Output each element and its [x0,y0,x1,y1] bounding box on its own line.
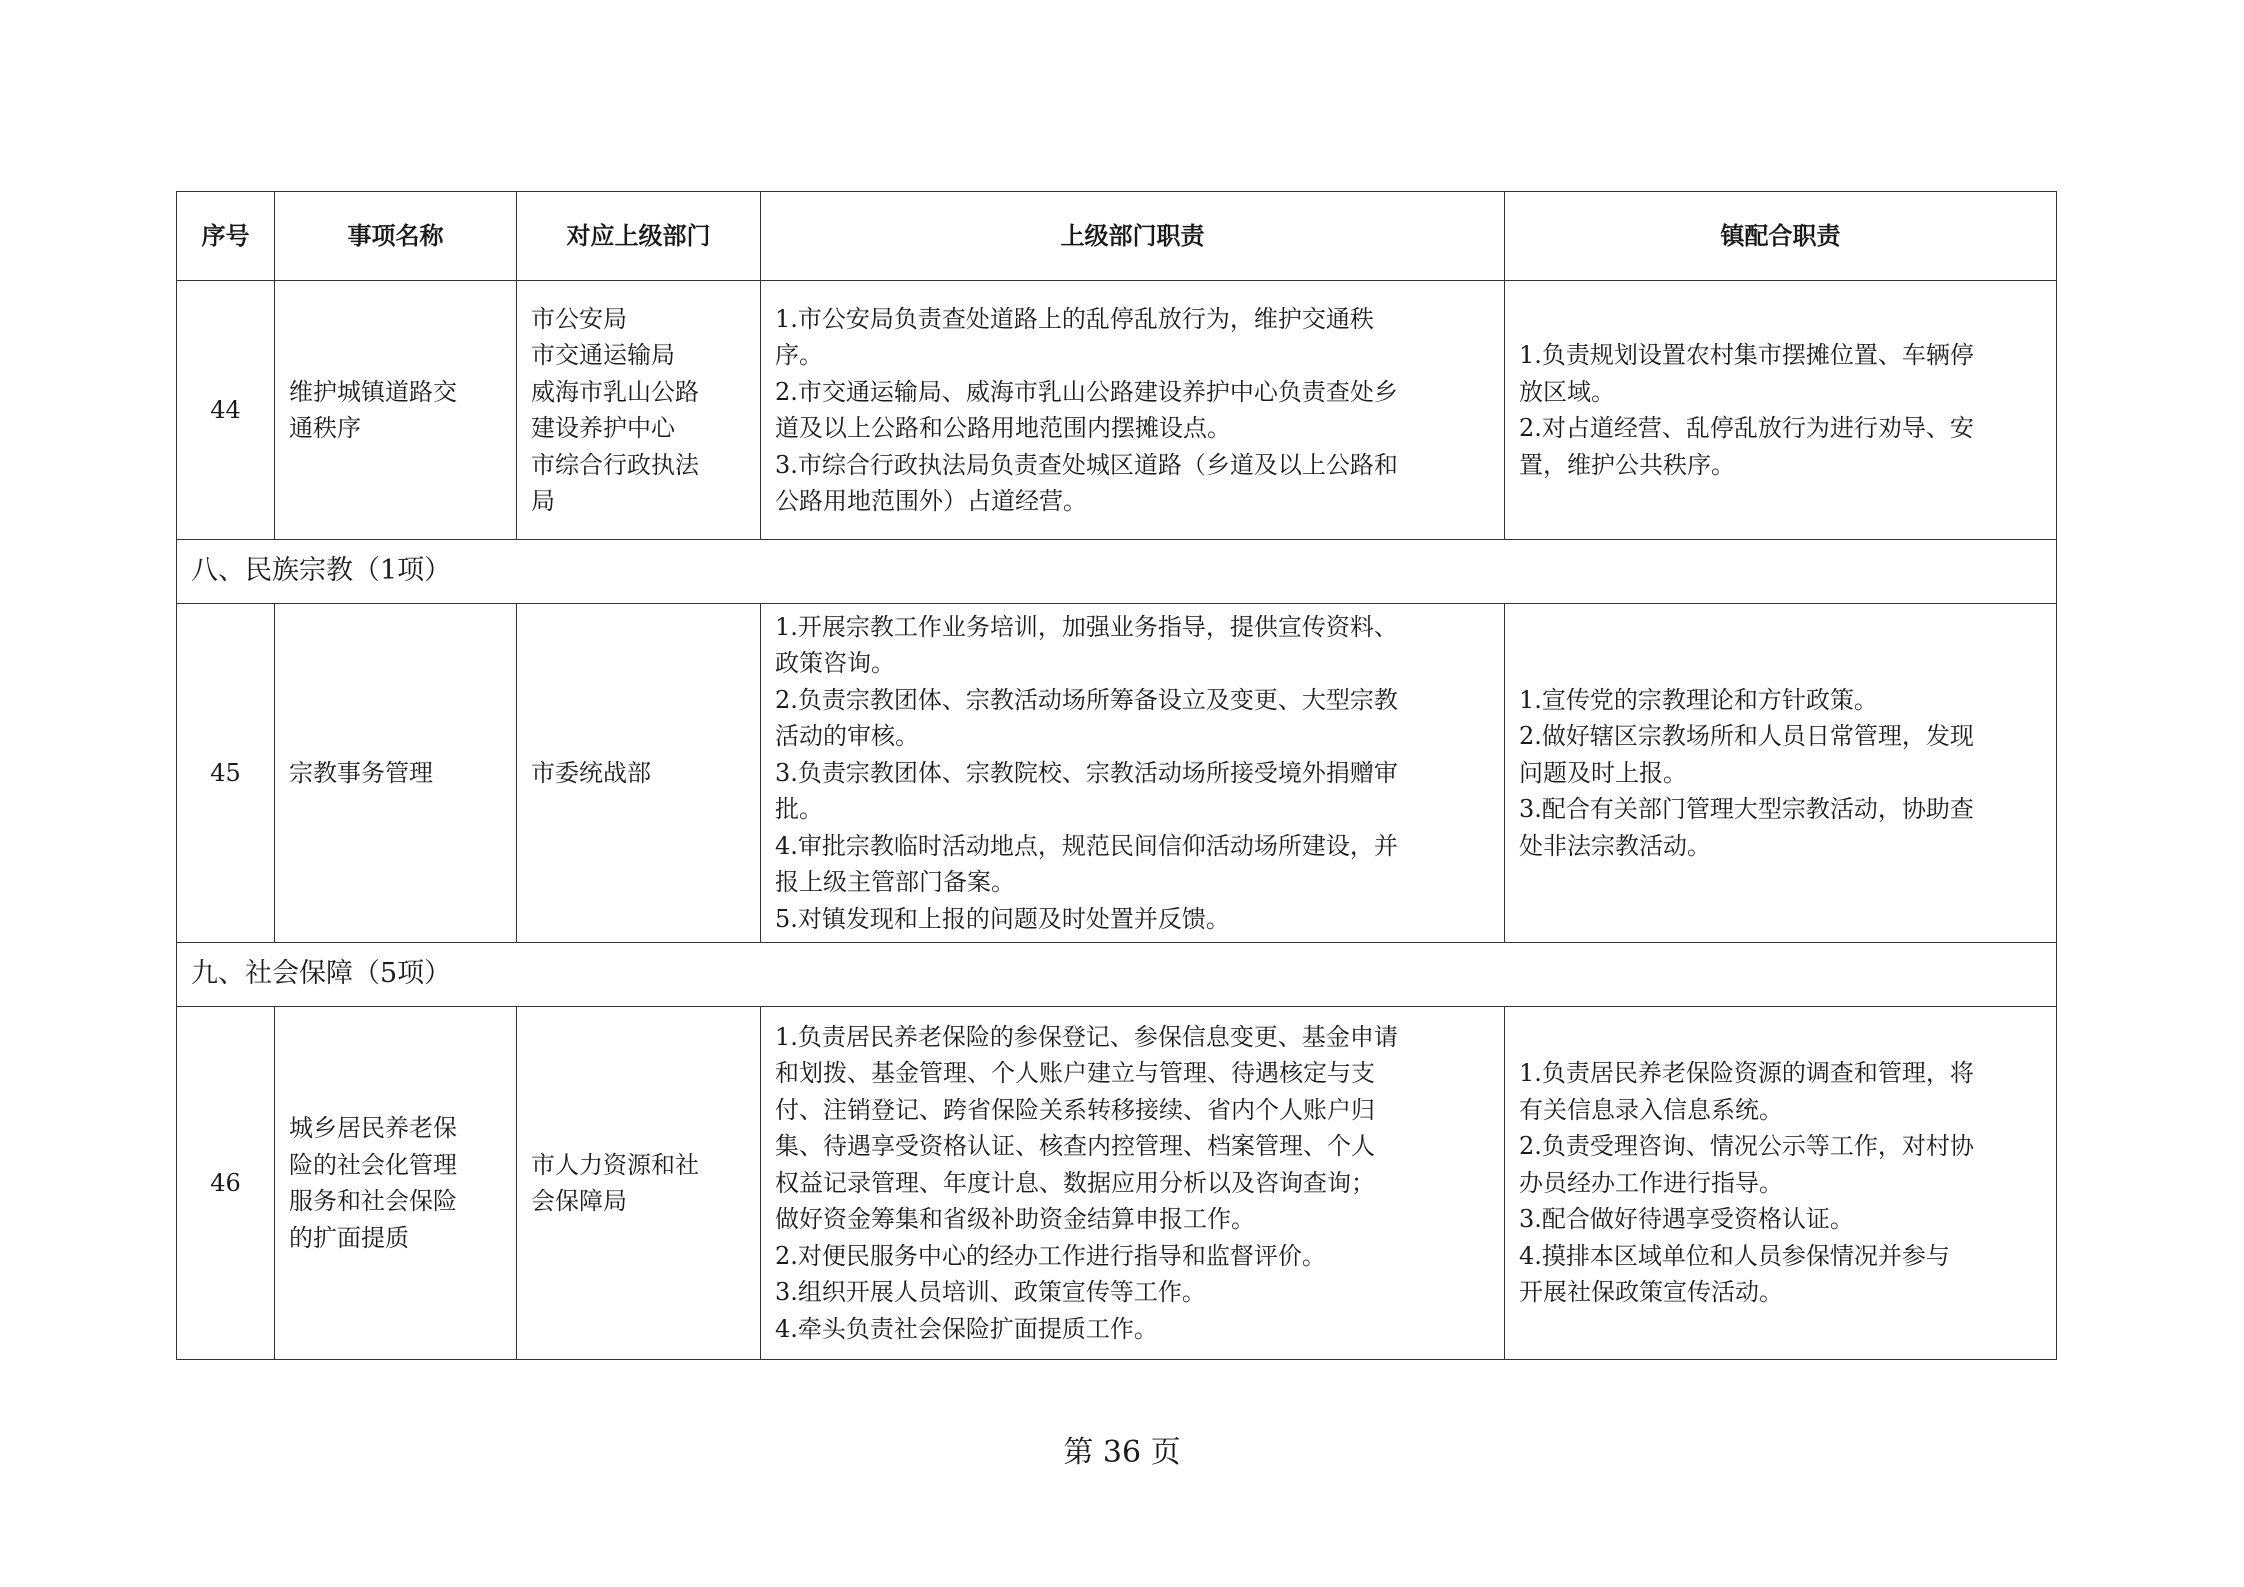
item-name-cell: 城乡居民养老保 险的社会化管理 服务和社会保险 的扩面提质 [275,1007,517,1360]
section-title: 八、民族宗教（1项） [177,540,2057,604]
town-duty-cell: 1.负责规划设置农村集市摆摊位置、车辆停 放区域。 2.对占道经营、乱停乱放行为进行劝导、安 置，维护公共秩序。 [1505,281,2057,540]
upper-dept-cell: 市人力资源和社 会保障局 [517,1007,761,1360]
section-row [177,540,2057,604]
item-name-cell: 宗教事务管理 [275,604,517,943]
upper-dept-cell: 市公安局 市交通运输局 威海市乳山公路 建设养护中心 市综合行政执法 局 [517,281,761,540]
upper-duty-cell: 1.负责居民养老保险的参保登记、参保信息变更、基金申请 和划拨、基金管理、个人账户建立与管理、待遇核定与支 付、注销登记、跨省保险关系转移接续、省内个人账户归 集、待遇享受资格认证、核查内控管理、档案管理、个人 权益记录管理、年度计息、数据应用分析以及咨询查询； 做好资金筹集和省级补助资金结算申报工作。 2.对便民服务中心的经办工作进行指导和监督评价。 3.组织开展人员培训、政策宣传等工作。 4.牵头负责社会保险扩面提质工作。 [761,1007,1505,1360]
table-header-row [177,192,2057,281]
row-number: 46 [177,1007,275,1360]
duty-table [176,191,2057,1360]
header-seq: 序号 [177,192,275,281]
row-number: 44 [177,281,275,540]
section-row [177,943,2057,1007]
upper-dept-cell: 市委统战部 [517,604,761,943]
page-number: 第 36 页 [1063,1435,1181,1470]
header-item-name: 事项名称 [275,192,517,281]
town-duty-cell: 1.负责居民养老保险资源的调查和管理，将 有关信息录入信息系统。 2.负责受理咨询、情况公示等工作，对村协 办员经办工作进行指导。 3.配合做好待遇享受资格认证。 4.摸排本区域单位和人员参保情况并参与 开展社保政策宣传活动。 [1505,1007,2057,1360]
table-row [177,1007,2057,1360]
header-upper-duty: 上级部门职责 [761,192,1505,281]
header-town-duty: 镇配合职责 [1505,192,2057,281]
table-row [177,281,2057,540]
upper-duty-cell: 1.市公安局负责查处道路上的乱停乱放行为，维护交通秩 序。 2.市交通运输局、威海市乳山公路建设养护中心负责查处乡 道及以上公路和公路用地范围内摆摊设点。 3.市综合行政执法局负责查处城区道路（乡道及以上公路和 公路用地范围外）占道经营。 [761,281,1505,540]
item-name-cell: 维护城镇道路交 通秩序 [275,281,517,540]
header-upper-dept: 对应上级部门 [517,192,761,281]
town-duty-cell: 1.宣传党的宗教理论和方针政策。 2.做好辖区宗教场所和人员日常管理，发现 问题及时上报。 3.配合有关部门管理大型宗教活动，协助查 处非法宗教活动。 [1505,604,2057,943]
section-title: 九、社会保障（5项） [177,943,2057,1007]
table-row [177,604,2057,943]
upper-duty-cell: 1.开展宗教工作业务培训，加强业务指导，提供宣传资料、 政策咨询。 2.负责宗教团体、宗教活动场所筹备设立及变更、大型宗教 活动的审核。 3.负责宗教团体、宗教院校、宗教活动场所接受境外捐赠审 批。 4.审批宗教临时活动地点，规范民间信仰活动场所建设，并 报上级主管部门备案。 5.对镇发现和上报的问题及时处置并反馈。 [761,604,1505,943]
row-number: 45 [177,604,275,943]
